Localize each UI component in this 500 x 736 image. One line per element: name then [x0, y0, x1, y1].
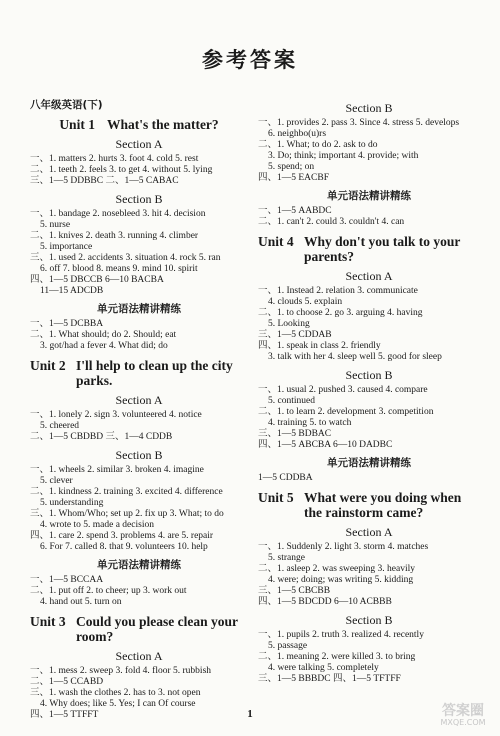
answer-line: 一、1—5 BCCAA — [30, 575, 104, 585]
unit-title: Why don't you talk to your parents? — [304, 234, 461, 264]
answer-line: 5. understanding — [40, 498, 104, 508]
section-heading: Section B — [345, 613, 393, 627]
right-column — [258, 96, 480, 685]
answer-line: 三、1—5 CBCBB — [258, 586, 331, 596]
watermark — [434, 704, 492, 728]
answer-line: 4. Why does; like 5. Yes; I can Of course — [40, 699, 196, 709]
answer-line: 4. clouds 5. explain — [268, 297, 343, 307]
answer-line: 5. strange — [268, 553, 305, 563]
unit-title: Could you please clean your room? — [76, 614, 238, 644]
section-heading: Section A — [115, 393, 163, 407]
unit-number: Unit 5 — [258, 490, 294, 505]
answer-line: 4. wrote to 5. made a decision — [40, 520, 154, 530]
answer-line: 6. neighbo(u)rs — [268, 129, 327, 139]
answer-line: 一、1. bandage 2. nosebleed 3. hit 4. decision — [30, 209, 206, 219]
answer-line: 二、1. What; to do 2. ask to do — [258, 140, 378, 150]
answer-line: 1—5 CDDBA — [258, 473, 313, 483]
unit-5-heading — [258, 490, 480, 520]
answer-line: 5. cheered — [40, 421, 80, 431]
page-title: 参考答案 — [202, 48, 298, 72]
answer-line: 11—15 ADCDB — [40, 286, 104, 296]
answer-line: 5. Looking — [268, 319, 310, 329]
answer-line: 三、1. wash the clothes 2. has to 3. not open — [30, 688, 201, 698]
unit-number: Unit 3 — [30, 614, 66, 629]
answer-line: 5. spend; on — [268, 162, 315, 172]
answer-line: 一、1. lonely 2. sign 3. volunteered 4. notice — [30, 410, 202, 420]
grammar-heading: 单元语法精讲精练 — [327, 457, 411, 469]
answer-line: 四、1—5 TTFFT — [30, 710, 99, 720]
unit-number: Unit 1 — [59, 117, 95, 132]
answer-line: 四、1—5 EACBF — [258, 173, 329, 183]
answer-line: 二、1. to choose 2. go 3. arguing 4. having — [258, 308, 423, 318]
answer-line: 三、1—5 BDBAC — [258, 429, 332, 439]
answer-line: 一、1. usual 2. pushed 3. caused 4. compare — [258, 385, 428, 395]
answer-line: 二、1. can't 2. could 3. couldn't 4. can — [258, 217, 405, 227]
section-heading: Section A — [345, 525, 393, 539]
answer-line: 二、1—5 CBDBD 三、1—4 CDDB — [30, 432, 173, 442]
section-heading: Section A — [115, 649, 163, 663]
watermark-logo-icon: 答案圈 — [442, 703, 484, 719]
answer-line: 4. training 5. to watch — [268, 418, 352, 428]
unit-number: Unit 4 — [258, 234, 294, 249]
watermark-text: MXQE.COM — [440, 718, 486, 727]
section-heading: Section B — [345, 368, 393, 382]
answer-line: 4. were; doing; was writing 5. kidding — [268, 575, 414, 585]
answer-line: 四、1—5 ABCBA 6—10 DADBC — [258, 440, 393, 450]
answer-line: 一、1—5 DCBBA — [30, 319, 104, 329]
answer-line: 一、1. Instead 2. relation 3. communicate — [258, 286, 418, 296]
section-heading: Section B — [115, 448, 163, 462]
unit-title: What were you doing when the rainstorm came? — [304, 490, 462, 520]
left-column — [30, 96, 248, 721]
answer-line: 一、1—5 AABDC — [258, 206, 332, 216]
section-heading: Section A — [115, 137, 163, 151]
answer-line: 二、1. asleep 2. was sweeping 3. heavily — [258, 564, 415, 574]
answer-line: 5. passage — [268, 641, 308, 651]
unit-number: Unit 2 — [30, 358, 66, 373]
answer-line: 四、1—5 BDCDD 6—10 ACBBB — [258, 597, 392, 607]
answer-line: 一、1. pupils 2. truth 3. realized 4. recently — [258, 630, 424, 640]
answer-line: 三、1. Whom/Who; set up 2. fix up 3. What; to do — [30, 509, 224, 519]
answer-line: 二、1. meaning 2. were killed 3. to bring — [258, 652, 416, 662]
section-heading: Section B — [115, 192, 163, 206]
unit-1-heading — [30, 117, 248, 132]
answer-line: 三、1—5 DDBBC 二、1—5 CABAC — [30, 176, 179, 186]
grade-heading: 八年级英语(下) — [30, 99, 103, 111]
answer-line: 6. off 7. blood 8. means 9. mind 10. spirit — [40, 264, 198, 274]
answer-line: 3. talk with her 4. sleep well 5. good for sleep — [268, 352, 442, 362]
answer-line: 四、1. care 2. spend 3. problems 4. are 5. repair — [30, 531, 214, 541]
answer-line: 二、1. to learn 2. development 3. competition — [258, 407, 434, 417]
answer-line: 二、1. put off 2. to cheer; up 3. work out — [30, 586, 187, 596]
unit-4-heading — [258, 234, 480, 264]
section-heading: Section A — [345, 269, 393, 283]
unit-title: I'll help to clean up the city parks. — [76, 358, 233, 388]
unit-2-heading — [30, 358, 248, 388]
answer-line: 三、1—5 BBBDC 四、1—5 TFTFF — [258, 674, 401, 684]
answer-line: 一、1. Suddenly 2. light 3. storm 4. matches — [258, 542, 429, 552]
section-heading: Section B — [345, 101, 393, 115]
answer-line: 三、1. used 2. accidents 3. situation 4. rock 5. ran — [30, 253, 221, 263]
answer-line: 一、1. matters 2. hurts 3. foot 4. cold 5. rest — [30, 154, 199, 164]
unit-title: What's the matter? — [106, 117, 219, 132]
answer-line: 3. Do; think; important 4. provide; with — [268, 151, 419, 161]
answer-line: 四、1—5 DBCCB 6—10 BACBA — [30, 275, 164, 285]
grammar-heading: 单元语法精讲精练 — [327, 190, 411, 202]
answer-line: 4. were talking 5. completely — [268, 663, 379, 673]
answer-line: 5. importance — [40, 242, 93, 252]
answer-line: 四、1. speak in class 2. friendly — [258, 341, 381, 351]
grammar-heading: 单元语法精讲精练 — [97, 303, 181, 315]
answer-line: 二、1—5 CCABD — [30, 677, 104, 687]
answer-line: 二、1. teeth 2. feels 3. to get 4. without 5. lying — [30, 165, 213, 175]
answer-line: 5. clever — [40, 476, 73, 486]
answer-line: 二、1. knives 2. death 3. running 4. climber — [30, 231, 199, 241]
answer-line: 一、1. provides 2. pass 3. Since 4. stress 5. develops — [258, 118, 460, 128]
answer-line: 一、1. wheels 2. similar 3. broken 4. imagine — [30, 465, 204, 475]
answer-line: 一、1. mess 2. sweep 3. fold 4. floor 5. rubbish — [30, 666, 212, 676]
unit-3-heading — [30, 614, 248, 644]
page-number: 1 — [247, 708, 253, 720]
grammar-heading: 单元语法精讲精练 — [97, 559, 181, 571]
answer-line: 6. For 7. called 8. that 9. volunteers 10. help — [40, 542, 208, 552]
answer-line: 二、1. What should; do 2. Should; eat — [30, 330, 177, 340]
answer-line: 5. nurse — [40, 220, 71, 230]
answer-line: 三、1—5 CDDAB — [258, 330, 332, 340]
answer-line: 5. continued — [268, 396, 315, 406]
answer-line: 4. hand out 5. turn on — [40, 597, 122, 607]
answer-line: 二、1. kindness 2. training 3. excited 4. difference — [30, 487, 223, 497]
answer-line: 3. got/had a fever 4. What did; do — [40, 341, 168, 351]
